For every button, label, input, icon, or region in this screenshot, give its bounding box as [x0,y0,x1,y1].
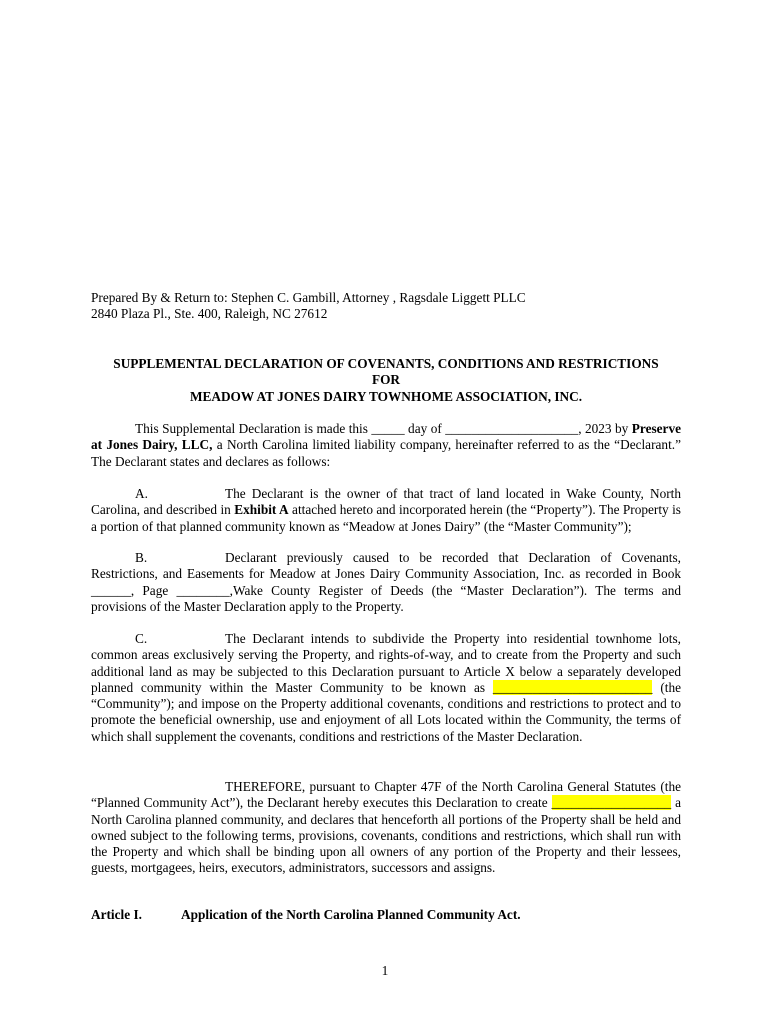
prepared-by-line: Prepared By & Return to: Stephen C. Gambill, Attorney , Ragsdale Liggett PLLC [91,290,526,305]
recital-c-label: C. [135,631,148,646]
prepared-by-block [91,290,691,323]
declarant-name: Preserve at Jones Dairy, LLC, [91,421,681,453]
recital-a: A. The Declarant is the owner of that tract of land located in Wake County, North Carolina, and described in Exhibit A attached hereto and incorporated herein (the “Property”). The Property is a portion of that planned community known as “Meadow at Jones Dairy” (the “Master Community”); [91,486,681,534]
article-number: Article I. [91,907,142,922]
book-blank: ______ [91,582,131,598]
therefore-paragraph: THEREFORE, pursuant to Chapter 47F of the North Carolina General Statutes (the “Planned Community Act”), the Declarant hereby executes this Declaration to create __________________ a North Carolina planned community, and declares that henceforth all portions of the Property shall be held and owned subject to the following terms, provisions, covenants, conditions and restrictions, which shall run with the Property and which shall be binding upon all owners of any portion of the Property and their lessees, guests, mortgagees, heirs, executors, administrators, successors and assigns. [91,779,681,876]
title-line-2: FOR [371,372,401,388]
intro-paragraph: This Supplemental Declaration is made this _____ day of ____________________, 2023 by Preserve at Jones Dairy, LLC, a North Carolina limited liability company, hereinafter referred to as the “Declarant.” The Declarant states and declares as follows: [91,421,681,469]
document-title [91,356,681,405]
article-title: Application of the North Carolina Planned Community Act. [181,907,521,922]
recital-a-label: A. [135,486,148,501]
address-line: 2840 Plaza Pl., Ste. 400, Raleigh, NC 27612 [91,306,328,322]
exhibit-a-reference: Exhibit A [234,502,289,518]
page-blank: ________ [176,582,230,598]
recital-b: B. Declarant previously caused to be recorded that Declaration of Covenants, Restrictions, and Easements for Meadow at Jones Dairy Community Association, Inc. as recorded in Book ______, Page ________,Wake County Register of Deeds (the “Master Declaration”). The terms and provisions of the Master Declaration apply to the Property. [91,550,682,614]
title-line-1: SUPPLEMENTAL DECLARATION OF COVENANTS, CONDITIONS AND RESTRICTIONS [113,356,659,371]
recital-b-label: B. [135,550,148,565]
page-number: 1 [381,963,389,978]
recital-c: C. The Declarant intends to subdivide the Property into residential townhome lots, common areas exclusively serving the Property, and rights-of-way, and to create from the Property and such additional land as may be subjected to this Declaration pursuant to Article X below a separately developed planned community within the Master Community to be known as ________________________ (the “Community”); and impose on the Property additional covenants, conditions and restrictions to protect and to promote the beneficial ownership, use and enjoyment of all Lots located within the Community, the terms of which shall supplement the covenants, conditions and restrictions of the Master Declaration. [91,631,681,744]
title-line-3: MEADOW AT JONES DAIRY TOWNHOME ASSOCIATION, INC. [189,388,583,404]
article-heading [91,907,521,923]
planned-community-blank: __________________ [551,795,672,811]
community-name-blank: ________________________ [492,679,653,695]
